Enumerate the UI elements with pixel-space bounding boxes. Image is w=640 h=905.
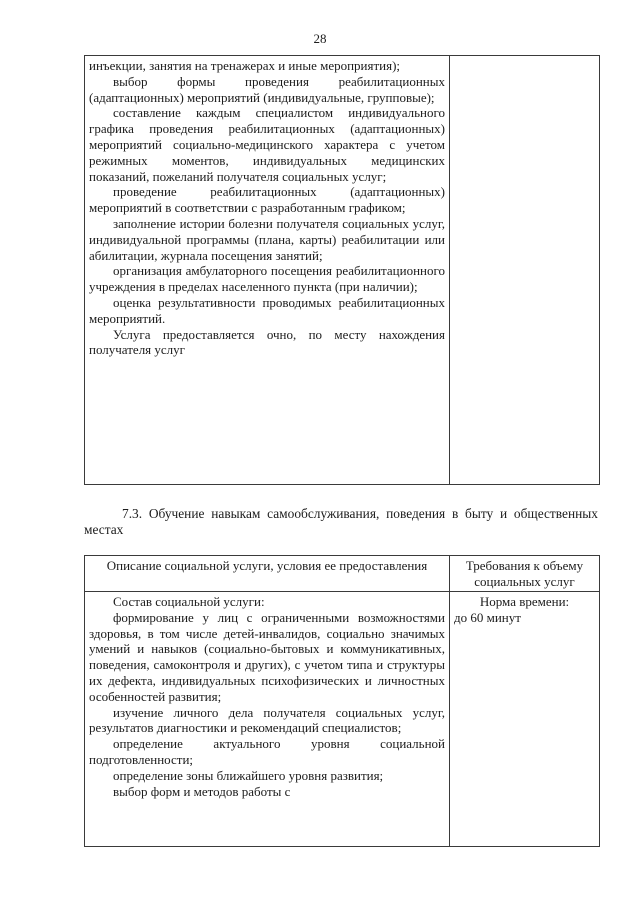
time-norm-value: до 60 минут xyxy=(454,609,521,625)
paragraph: организация амбулаторного посещения реабилитационного учреждения в пределах населенного пункта (при наличии); xyxy=(89,263,445,295)
service-requirements-cell xyxy=(450,592,600,847)
paragraph: определение актуального уровня социальной подготовленности; xyxy=(89,736,445,767)
page-number: 28 xyxy=(313,31,327,46)
paragraph: Состав социальной услуги: xyxy=(113,594,265,609)
service-table xyxy=(84,555,600,847)
paragraph: выбор форм и методов работы с xyxy=(113,783,291,799)
column-header-requirements: Требования к объему социальных услуг xyxy=(450,556,600,592)
paragraph: Услуга предоставляется очно, по месту нахождения получателя услуг xyxy=(89,326,445,358)
service-requirements-cell xyxy=(450,56,600,485)
service-description-cell xyxy=(85,56,450,485)
paragraph: заполнение истории болезни получателя социальных услуг, индивидуальной программы (плана, карты) реабилитации или абилитации, журнала посещения занятий; xyxy=(89,215,445,263)
paragraph: формирование у лиц с ограниченными возможностями здоровья, в том числе детей-инвалидов, социально значимых умений и навыков (социально-бытовых и коммуникативных, поведения, самоконтроля и других), с учетом типа и структуры их дефекта, индивидуальных психофизических и личностных особенностей развития; xyxy=(89,609,445,704)
paragraph: изучение личного дела получателя социальных услуг, результатов диагностики и рекомендаций специалистов; xyxy=(89,704,445,736)
paragraph: составление каждым специалистом индивидуального графика проведения реабилитационных (адаптационных) мероприятий социально-медицинского характера с учетом режимных моментов, индивидуальных медицинских показаний, пожеланий получателя социальных услуг; xyxy=(89,105,445,184)
service-table-continued xyxy=(84,55,600,485)
paragraph: выбор формы проведения реабилитационных (адаптационных) мероприятий (индивидуальные, групповые); xyxy=(89,73,445,105)
time-norm-label: Норма времени: xyxy=(479,594,570,609)
paragraph: проведение реабилитационных (адаптационных) мероприятий в соответствии с разработанным графиком; xyxy=(89,184,445,216)
service-description-cell xyxy=(85,592,450,847)
paragraph: инъекции, занятия на тренажерах и иные мероприятия); xyxy=(89,58,401,73)
column-header-description: Описание социальной услуги, условия ее предоставления xyxy=(85,556,450,592)
section-heading: 7.3. Обучение навыкам самообслуживания, поведения в быту и общественных местах xyxy=(84,506,598,537)
paragraph: оценка результативности проводимых реабилитационных мероприятий. xyxy=(89,294,445,326)
paragraph: определение зоны ближайшего уровня развития; xyxy=(113,767,384,783)
